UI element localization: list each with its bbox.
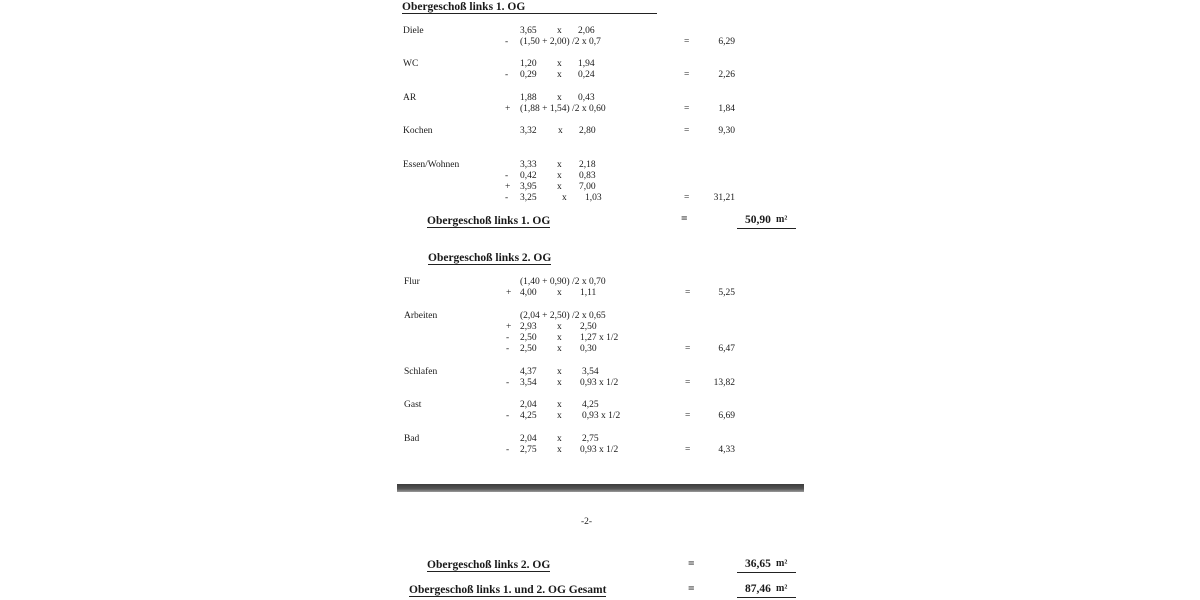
operator: x (557, 400, 562, 410)
value-a: 3,54 (520, 378, 537, 388)
value-b: 0,83 (579, 171, 596, 181)
sign: - (506, 411, 510, 421)
equals-sign: = (684, 193, 690, 203)
value-b: 1,03 (585, 193, 602, 203)
room-result: 6,69 (718, 411, 735, 421)
value-b: 2,50 (580, 322, 597, 332)
operator: x (557, 160, 562, 170)
unit-label: m² (776, 558, 788, 569)
summary-total-label: Obergeschoß links 1. und 2. OG Gesamt (409, 584, 607, 596)
value-a: 4,00 (520, 288, 537, 298)
operator: x (558, 126, 563, 136)
operator: x (557, 367, 562, 377)
value-a: 2,50 (520, 344, 537, 354)
sign: - (505, 193, 509, 203)
sign: - (505, 37, 509, 47)
equals-sign: = (684, 37, 690, 47)
total-underline (737, 597, 796, 598)
sign: + (506, 288, 512, 298)
sign: - (505, 171, 509, 181)
summary-total-value: 87,46 (745, 583, 771, 595)
value-a: 2,50 (520, 333, 537, 343)
operator: x (557, 171, 562, 181)
operator: x (557, 445, 562, 455)
sign: - (505, 70, 509, 80)
equals-sign: = (685, 411, 691, 421)
operator: x (557, 378, 562, 388)
summary-og2-value: 36,65 (745, 558, 771, 570)
unit-label: m² (776, 583, 788, 594)
room-name: Kochen (403, 126, 433, 136)
value-a: 2,04 (520, 400, 537, 410)
operator: x (557, 434, 562, 444)
room-result: 6,47 (718, 344, 735, 354)
unit-label: m² (776, 214, 788, 225)
section-total-value: 50,90 (745, 214, 771, 226)
value-b: 1,11 (580, 288, 597, 298)
value-b: 2,75 (582, 434, 599, 444)
value-b: 2,18 (579, 160, 596, 170)
total-underline (737, 228, 796, 229)
room-name: WC (403, 59, 419, 69)
page-number: -2- (581, 517, 593, 527)
value-a: 3,33 (520, 160, 537, 170)
room-result: 5,25 (718, 288, 735, 298)
section-header-og2: Obergeschoß links 2. OG (428, 252, 552, 264)
value-a: 4,25 (520, 411, 537, 421)
value-a: 3,32 (520, 126, 537, 136)
value-b: 0,93 x 1/2 (580, 378, 619, 388)
value-b: 1,94 (578, 59, 595, 69)
value-b: 0,43 (578, 93, 595, 103)
sign: - (506, 344, 510, 354)
value-a: 3,95 (520, 182, 537, 192)
page-break-bar (397, 484, 804, 492)
room-result: 13,82 (713, 378, 735, 388)
sign: + (505, 182, 511, 192)
operator: x (557, 411, 562, 421)
room-name: Diele (403, 26, 424, 36)
room-result: 1,84 (718, 104, 735, 114)
operator: x (557, 26, 562, 36)
operator: x (557, 182, 562, 192)
room-name: Bad (404, 434, 420, 444)
equals-sign: = (685, 288, 691, 298)
equals-sign: = (688, 558, 695, 570)
value-b: 0,93 x 1/2 (580, 445, 619, 455)
value-a: 0,29 (520, 70, 537, 80)
value-a: (1,50 + 2,00) /2 x 0,7 (520, 37, 601, 47)
room-result: 9,30 (718, 126, 735, 136)
operator: x (557, 93, 562, 103)
value-a: 2,93 (520, 322, 537, 332)
equals-sign: = (681, 213, 688, 225)
value-a: 3,65 (520, 26, 537, 36)
value-b: 2,06 (578, 26, 595, 36)
operator: x (557, 322, 562, 332)
value-a: 4,37 (520, 367, 537, 377)
value-a: 2,04 (520, 434, 537, 444)
section-total-label: Obergeschoß links 1. OG (427, 215, 551, 227)
operator: x (557, 333, 562, 343)
value-b: 0,30 (580, 344, 597, 354)
room-result: 6,29 (718, 37, 735, 47)
value-a: 3,25 (520, 193, 537, 203)
equals-sign: = (684, 70, 690, 80)
operator: x (557, 70, 562, 80)
value-b: 2,80 (579, 126, 596, 136)
value-b: 1,27 x 1/2 (580, 333, 619, 343)
operator: x (562, 193, 567, 203)
equals-sign: = (684, 104, 690, 114)
operator: x (557, 344, 562, 354)
value-a: (2,04 + 2,50) /2 x 0,65 (520, 311, 606, 321)
value-a: 1,88 (520, 93, 537, 103)
room-result: 4,33 (718, 445, 735, 455)
value-b: 0,93 x 1/2 (582, 411, 621, 421)
sign: + (505, 104, 511, 114)
room-result: 2,26 (718, 70, 735, 80)
sign: + (506, 322, 512, 332)
value-b: 7,00 (579, 182, 596, 192)
value-a: 2,75 (520, 445, 537, 455)
value-b: 3,54 (582, 367, 599, 377)
equals-sign: = (685, 344, 691, 354)
section-header-og1-text: Obergeschoß links 1. OG (402, 1, 526, 13)
room-result: 31,21 (713, 193, 735, 203)
total-underline (737, 572, 796, 573)
sign: - (506, 333, 510, 343)
equals-sign: = (684, 126, 690, 136)
room-name: Schlafen (404, 367, 438, 377)
value-a: (1,88 + 1,54) /2 x 0,60 (520, 104, 606, 114)
section-header-og1 (402, 1, 657, 14)
room-name: Arbeiten (404, 311, 438, 321)
operator: x (557, 59, 562, 69)
summary-og2-label: Obergeschoß links 2. OG (427, 559, 551, 571)
value-a: 1,20 (520, 59, 537, 69)
room-name: Essen/Wohnen (403, 160, 460, 170)
equals-sign: = (685, 378, 691, 388)
sign: - (506, 378, 510, 388)
value-b: 4,25 (582, 400, 599, 410)
operator: x (557, 288, 562, 298)
value-a: 0,42 (520, 171, 537, 181)
room-name: AR (403, 93, 417, 103)
value-b: 0,24 (578, 70, 595, 80)
room-name: Gast (404, 400, 422, 410)
room-name: Flur (404, 277, 420, 287)
sign: - (506, 445, 510, 455)
document-page (397, 0, 804, 600)
value-a: (1,40 + 0,90) /2 x 0,70 (520, 277, 606, 287)
equals-sign: = (688, 583, 695, 595)
equals-sign: = (685, 445, 691, 455)
